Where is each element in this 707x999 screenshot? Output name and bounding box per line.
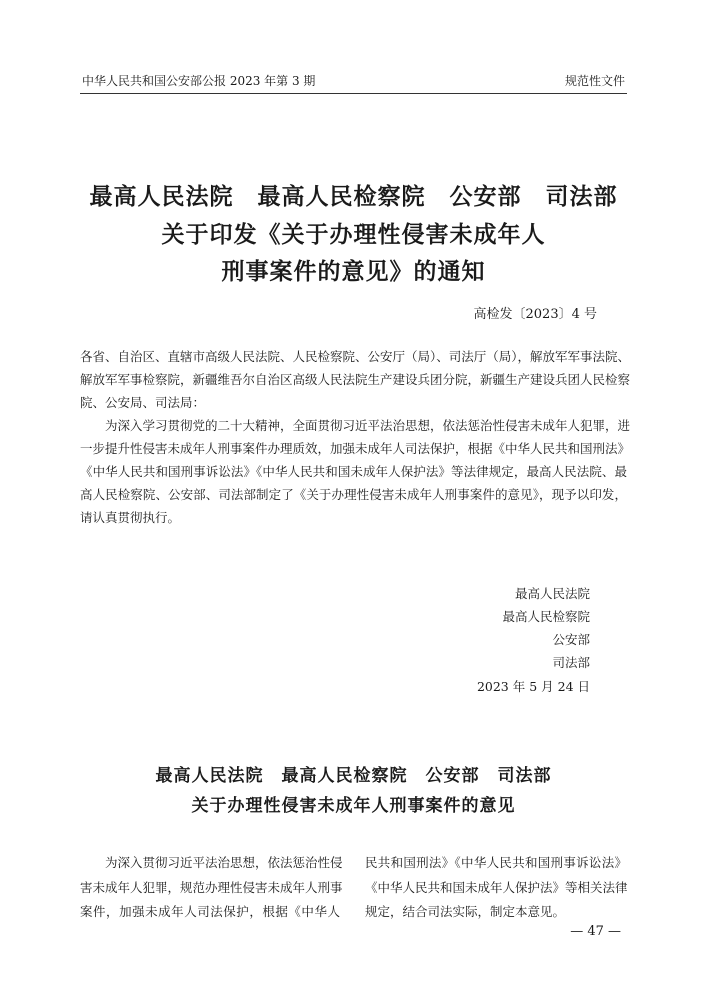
header-journal: 中华人民共和国公安部公报 2023 年第 3 期 [82,74,316,88]
left-col-line: 案件，加强未成年人司法保护，根据《中华人 [80,904,340,919]
doc-number: 高检发〔2023〕4 号 [473,307,597,322]
page-number: — 47 — [570,924,621,939]
notice-title-line-1: 最高人民法院 最高人民检察院 公安部 司法部 [89,183,618,210]
notice-title-line-3: 刑事案件的意见》的通知 [221,258,486,285]
opinion-title-line-1: 最高人民法院 最高人民检察院 公安部 司法部 [155,766,552,786]
signatory: 最高人民检察院 [502,609,590,624]
body-line: 高人民检察院、公安部、司法部制定了《关于办理性侵害未成年人刑事案件的意见》，现予以印发， [80,487,627,502]
signature-date: 2023 年 5 月 24 日 [476,679,590,694]
body-line: 为深入学习贯彻党的二十大精神，全面贯彻习近平法治思想，依法惩治性侵害未成年人犯罪，进 [80,418,631,433]
body-line: 一步提升性侵害未成年人刑事案件办理质效，加强未成年人司法保护，根据《中华人民共和国刑法》 [80,441,631,456]
body-line: 《中华人民共和国刑事诉讼法》《中华人民共和国未成年人保护法》等法律规定，最高人民法院、最 [80,464,627,479]
right-col-line: 规定，结合司法实际，制定本意见。 [365,904,566,919]
left-col-line: 为深入贯彻习近平法治思想，依法惩治性侵 [80,855,343,870]
body-line: 各省、自治区、直辖市高级人民法院、人民检察院、公安厅（局）、司法厅（局），解放军军事法院、 [80,349,631,364]
header-rule [80,93,627,94]
body-line: 解放军军事检察院，新疆维吾尔自治区高级人民法院生产建设兵团分院，新疆生产建设兵团人民检察 [80,372,631,387]
left-col-line: 害未成年人犯罪，规范办理性侵害未成年人刑事 [80,880,343,895]
right-col-line: 民共和国刑法》《中华人民共和国刑事诉讼法》 [365,855,627,870]
body-line: 请认真贯彻执行。 [80,510,181,525]
notice-title-line-2: 关于印发《关于办理性侵害未成年人 [161,221,546,248]
right-col-line: 《中华人民共和国未成年人保护法》等相关法律 [365,880,628,895]
body-line: 院、公安局、司法局： [80,395,206,410]
signatory: 司法部 [552,655,590,670]
signatory: 公安部 [552,632,590,647]
opinion-title-line-2: 关于办理性侵害未成年人刑事案件的意见 [191,796,516,816]
header-category: 规范性文件 [564,74,625,88]
signatory: 最高人民法院 [514,586,590,601]
